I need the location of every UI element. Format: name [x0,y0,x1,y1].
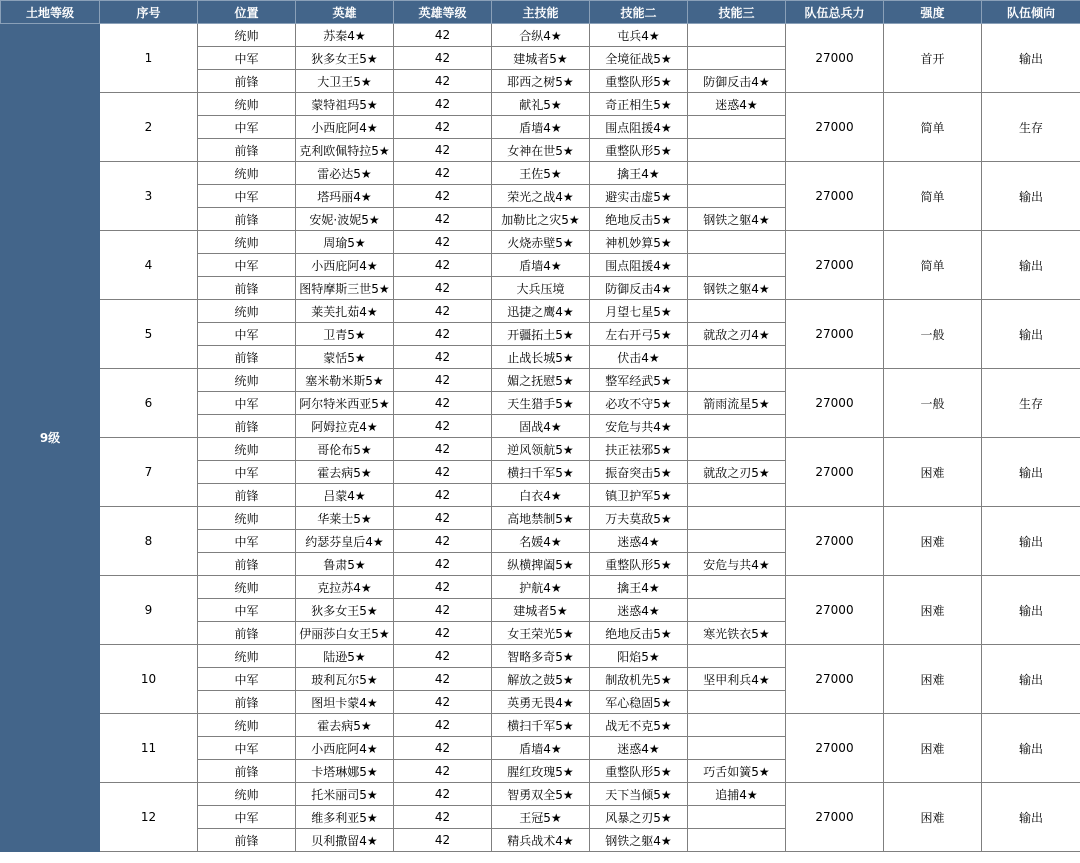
position-cell: 统帅 [198,369,296,392]
skill-two-cell: 扶正祛邪5★ [590,438,688,461]
main-skill-cell: 加勒比之灾5★ [492,208,590,231]
table-row [1,576,1080,599]
skill-two-cell: 防御反击4★ [590,277,688,300]
hero-level-cell: 42 [394,415,492,438]
skill-two-cell: 奇正相生5★ [590,93,688,116]
hero-level-cell: 42 [394,139,492,162]
hero-level-cell: 42 [394,208,492,231]
tendency-cell: 输出 [982,24,1080,93]
hero-cell: 霍去病5★ [296,461,394,484]
skill-two-cell: 左右开弓5★ [590,323,688,346]
skill-two-cell: 天下当倾5★ [590,783,688,806]
tendency-cell: 输出 [982,231,1080,300]
hero-cell: 大卫王5★ [296,70,394,93]
skill-three-cell [688,139,786,162]
table-row [1,24,1080,47]
table-row [1,438,1080,461]
header-tendency: 队伍倾向 [982,1,1080,24]
strength-cell: 一般 [884,369,982,438]
table-row [1,714,1080,737]
position-cell: 统帅 [198,714,296,737]
hero-cell: 吕蒙4★ [296,484,394,507]
team-number-cell: 2 [100,93,198,162]
position-cell: 前锋 [198,484,296,507]
main-skill-cell: 建城者5★ [492,47,590,70]
position-cell: 统帅 [198,93,296,116]
position-cell: 前锋 [198,829,296,852]
position-cell: 中军 [198,530,296,553]
header-position: 位置 [198,1,296,24]
strength-cell: 困难 [884,645,982,714]
skill-three-cell [688,737,786,760]
hero-cell: 贝利撒留4★ [296,829,394,852]
main-skill-cell: 媚之抚慰5★ [492,369,590,392]
header-number: 序号 [100,1,198,24]
hero-cell: 图坦卡蒙4★ [296,691,394,714]
skill-three-cell [688,484,786,507]
table-row [1,231,1080,254]
position-cell: 中军 [198,737,296,760]
skill-two-cell: 绝地反击5★ [590,208,688,231]
total-troops-cell: 27000 [786,783,884,852]
hero-cell: 蒙恬5★ [296,346,394,369]
team-number-cell: 5 [100,300,198,369]
main-skill-cell: 火烧赤壁5★ [492,231,590,254]
main-skill-cell: 荣光之战4★ [492,185,590,208]
position-cell: 统帅 [198,162,296,185]
main-skill-cell: 逆风领航5★ [492,438,590,461]
table-row [1,93,1080,116]
main-skill-cell: 横扫千军5★ [492,714,590,737]
header-skill-three: 技能三 [688,1,786,24]
main-skill-cell: 开疆拓土5★ [492,323,590,346]
table-row [1,783,1080,806]
skill-two-cell: 擒王4★ [590,576,688,599]
header-land-level: 土地等级 [1,1,100,24]
skill-three-cell [688,599,786,622]
tendency-cell: 输出 [982,714,1080,783]
hero-cell: 狄多女王5★ [296,599,394,622]
hero-cell: 周瑜5★ [296,231,394,254]
table-row [1,507,1080,530]
position-cell: 统帅 [198,783,296,806]
header-main-skill: 主技能 [492,1,590,24]
hero-cell: 小西庇阿4★ [296,116,394,139]
hero-level-cell: 42 [394,116,492,139]
hero-level-cell: 42 [394,47,492,70]
skill-three-cell: 安危与共4★ [688,553,786,576]
skill-three-cell: 坚甲利兵4★ [688,668,786,691]
hero-level-cell: 42 [394,24,492,47]
total-troops-cell: 27000 [786,507,884,576]
hero-cell: 陆逊5★ [296,645,394,668]
total-troops-cell: 27000 [786,24,884,93]
skill-three-cell: 防御反击4★ [688,70,786,93]
hero-cell: 华莱士5★ [296,507,394,530]
skill-three-cell [688,438,786,461]
skill-two-cell: 重整队形5★ [590,139,688,162]
hero-level-cell: 42 [394,645,492,668]
hero-level-cell: 42 [394,93,492,116]
team-number-cell: 8 [100,507,198,576]
tendency-cell: 输出 [982,162,1080,231]
hero-cell: 玻利瓦尔5★ [296,668,394,691]
skill-three-cell: 箭雨流星5★ [688,392,786,415]
tendency-cell: 输出 [982,300,1080,369]
main-skill-cell: 解放之鼓5★ [492,668,590,691]
hero-level-cell: 42 [394,231,492,254]
skill-three-cell [688,829,786,852]
total-troops-cell: 27000 [786,576,884,645]
total-troops-cell: 27000 [786,369,884,438]
skill-three-cell [688,691,786,714]
position-cell: 统帅 [198,231,296,254]
strength-cell: 简单 [884,93,982,162]
skill-three-cell: 巧舌如簧5★ [688,760,786,783]
skill-three-cell: 钢铁之躯4★ [688,208,786,231]
skill-two-cell: 阳焰5★ [590,645,688,668]
skill-three-cell [688,47,786,70]
position-cell: 中军 [198,254,296,277]
hero-cell: 苏秦4★ [296,24,394,47]
skill-three-cell [688,714,786,737]
position-cell: 前锋 [198,208,296,231]
main-skill-cell: 盾墙4★ [492,254,590,277]
main-skill-cell: 高地禁制5★ [492,507,590,530]
position-cell: 前锋 [198,622,296,645]
hero-level-cell: 42 [394,714,492,737]
strength-cell: 困难 [884,507,982,576]
main-skill-cell: 纵横捭阖5★ [492,553,590,576]
tendency-cell: 输出 [982,438,1080,507]
position-cell: 统帅 [198,507,296,530]
skill-two-cell: 迷惑4★ [590,737,688,760]
skill-two-cell: 屯兵4★ [590,24,688,47]
hero-cell: 阿姆拉克4★ [296,415,394,438]
skill-three-cell: 就敌之刃5★ [688,461,786,484]
skill-two-cell: 围点阻援4★ [590,116,688,139]
hero-level-cell: 42 [394,507,492,530]
header-hero: 英雄 [296,1,394,24]
skill-three-cell [688,231,786,254]
hero-cell: 哥伦布5★ [296,438,394,461]
land-level-cell: 9级 [1,24,100,852]
main-skill-cell: 护航4★ [492,576,590,599]
hero-cell: 克利欧佩特拉5★ [296,139,394,162]
position-cell: 前锋 [198,691,296,714]
position-cell: 中军 [198,323,296,346]
skill-three-cell [688,576,786,599]
skill-three-cell: 钢铁之躯4★ [688,277,786,300]
hero-cell: 塞米勒米斯5★ [296,369,394,392]
skill-three-cell [688,116,786,139]
position-cell: 前锋 [198,346,296,369]
skill-two-cell: 绝地反击5★ [590,622,688,645]
hero-level-cell: 42 [394,484,492,507]
position-cell: 前锋 [198,139,296,162]
team-number-cell: 7 [100,438,198,507]
position-cell: 中军 [198,185,296,208]
main-skill-cell: 止战长城5★ [492,346,590,369]
main-skill-cell: 大兵压境 [492,277,590,300]
tendency-cell: 输出 [982,507,1080,576]
table-body [1,24,1080,852]
strength-cell: 简单 [884,231,982,300]
skill-three-cell [688,300,786,323]
position-cell: 中军 [198,392,296,415]
skill-two-cell: 神机妙算5★ [590,231,688,254]
position-cell: 中军 [198,116,296,139]
main-skill-cell: 名媛4★ [492,530,590,553]
position-cell: 前锋 [198,760,296,783]
hero-level-cell: 42 [394,783,492,806]
skill-two-cell: 重整队形5★ [590,760,688,783]
main-skill-cell: 横扫千军5★ [492,461,590,484]
main-skill-cell: 迅捷之鹰4★ [492,300,590,323]
tendency-cell: 输出 [982,645,1080,714]
hero-cell: 阿尔特米西亚5★ [296,392,394,415]
skill-two-cell: 军心稳固5★ [590,691,688,714]
hero-level-cell: 42 [394,599,492,622]
main-skill-cell: 建城者5★ [492,599,590,622]
main-skill-cell: 王冠5★ [492,806,590,829]
team-number-cell: 3 [100,162,198,231]
main-skill-cell: 献礼5★ [492,93,590,116]
main-skill-cell: 合纵4★ [492,24,590,47]
hero-cell: 小西庇阿4★ [296,254,394,277]
skill-two-cell: 安危与共4★ [590,415,688,438]
strength-cell: 首开 [884,24,982,93]
skill-two-cell: 整军经武5★ [590,369,688,392]
hero-cell: 霍去病5★ [296,714,394,737]
skill-three-cell [688,185,786,208]
skill-two-cell: 迷惑4★ [590,530,688,553]
hero-cell: 狄多女王5★ [296,47,394,70]
main-skill-cell: 盾墙4★ [492,116,590,139]
team-number-cell: 6 [100,369,198,438]
main-skill-cell: 精兵战术4★ [492,829,590,852]
main-skill-cell: 白衣4★ [492,484,590,507]
main-skill-cell: 腥红玫瑰5★ [492,760,590,783]
hero-level-cell: 42 [394,300,492,323]
skill-two-cell: 重整队形5★ [590,553,688,576]
hero-level-cell: 42 [394,461,492,484]
tendency-cell: 生存 [982,93,1080,162]
table-row [1,162,1080,185]
position-cell: 前锋 [198,553,296,576]
hero-cell: 克拉苏4★ [296,576,394,599]
main-skill-cell: 智略多奇5★ [492,645,590,668]
skill-three-cell [688,369,786,392]
hero-level-cell: 42 [394,691,492,714]
skill-three-cell: 迷惑4★ [688,93,786,116]
header-skill-two: 技能二 [590,1,688,24]
hero-cell: 维多利亚5★ [296,806,394,829]
total-troops-cell: 27000 [786,93,884,162]
team-number-cell: 11 [100,714,198,783]
strength-cell: 困难 [884,783,982,852]
team-number-cell: 4 [100,231,198,300]
skill-three-cell [688,346,786,369]
hero-level-cell: 42 [394,323,492,346]
team-number-cell: 1 [100,24,198,93]
tendency-cell: 输出 [982,576,1080,645]
skill-two-cell: 避实击虚5★ [590,185,688,208]
skill-three-cell [688,254,786,277]
skill-two-cell: 围点阻援4★ [590,254,688,277]
hero-level-cell: 42 [394,254,492,277]
hero-cell: 小西庇阿4★ [296,737,394,760]
total-troops-cell: 27000 [786,438,884,507]
hero-level-cell: 42 [394,760,492,783]
hero-cell: 莱芙扎茹4★ [296,300,394,323]
hero-level-cell: 42 [394,392,492,415]
hero-level-cell: 42 [394,553,492,576]
main-skill-cell: 女神在世5★ [492,139,590,162]
skill-two-cell: 擒王4★ [590,162,688,185]
skill-three-cell: 寒光铁衣5★ [688,622,786,645]
skill-three-cell [688,162,786,185]
position-cell: 统帅 [198,24,296,47]
skill-three-cell [688,530,786,553]
skill-two-cell: 伏击4★ [590,346,688,369]
team-number-cell: 10 [100,645,198,714]
skill-two-cell: 万夫莫敌5★ [590,507,688,530]
team-number-cell: 9 [100,576,198,645]
header-total-troops: 队伍总兵力 [786,1,884,24]
hero-level-cell: 42 [394,737,492,760]
position-cell: 统帅 [198,438,296,461]
strength-cell: 简单 [884,162,982,231]
strength-cell: 困难 [884,438,982,507]
skill-two-cell: 风暴之刃5★ [590,806,688,829]
position-cell: 前锋 [198,70,296,93]
position-cell: 中军 [198,806,296,829]
strength-cell: 困难 [884,714,982,783]
main-skill-cell: 天生猎手5★ [492,392,590,415]
position-cell: 统帅 [198,645,296,668]
hero-cell: 托米丽司5★ [296,783,394,806]
table-row [1,300,1080,323]
hero-level-cell: 42 [394,438,492,461]
hero-level-cell: 42 [394,576,492,599]
hero-level-cell: 42 [394,70,492,93]
hero-level-cell: 42 [394,668,492,691]
position-cell: 前锋 [198,277,296,300]
main-skill-cell: 耶西之树5★ [492,70,590,93]
hero-cell: 卫青5★ [296,323,394,346]
strength-cell: 一般 [884,300,982,369]
hero-level-cell: 42 [394,530,492,553]
hero-level-cell: 42 [394,829,492,852]
main-skill-cell: 固战4★ [492,415,590,438]
strength-cell: 困难 [884,576,982,645]
position-cell: 前锋 [198,415,296,438]
skill-three-cell [688,24,786,47]
position-cell: 中军 [198,668,296,691]
table-row [1,369,1080,392]
main-skill-cell: 智勇双全5★ [492,783,590,806]
hero-cell: 约瑟芬皇后4★ [296,530,394,553]
hero-cell: 蒙特祖玛5★ [296,93,394,116]
team-number-cell: 12 [100,783,198,852]
skill-three-cell [688,415,786,438]
hero-cell: 图特摩斯三世5★ [296,277,394,300]
hero-level-cell: 42 [394,185,492,208]
hero-level-cell: 42 [394,162,492,185]
tendency-cell: 输出 [982,783,1080,852]
skill-two-cell: 全境征战5★ [590,47,688,70]
tendency-cell: 生存 [982,369,1080,438]
skill-two-cell: 战无不克5★ [590,714,688,737]
header-row [1,1,1080,24]
skill-two-cell: 制敌机先5★ [590,668,688,691]
hero-level-cell: 42 [394,806,492,829]
position-cell: 统帅 [198,576,296,599]
skill-two-cell: 振奋突击5★ [590,461,688,484]
skill-two-cell: 必攻不守5★ [590,392,688,415]
hero-cell: 雷必达5★ [296,162,394,185]
hero-level-cell: 42 [394,369,492,392]
skill-three-cell [688,507,786,530]
total-troops-cell: 27000 [786,645,884,714]
table-row [1,645,1080,668]
hero-cell: 塔玛丽4★ [296,185,394,208]
skill-two-cell: 镇卫护军5★ [590,484,688,507]
total-troops-cell: 27000 [786,231,884,300]
skill-two-cell: 重整队形5★ [590,70,688,93]
skill-three-cell: 追捕4★ [688,783,786,806]
hero-cell: 鲁肃5★ [296,553,394,576]
hero-cell: 卡塔琳娜5★ [296,760,394,783]
header-strength: 强度 [884,1,982,24]
hero-cell: 伊丽莎白女王5★ [296,622,394,645]
main-skill-cell: 王佐5★ [492,162,590,185]
hero-cell: 安妮·波妮5★ [296,208,394,231]
position-cell: 中军 [198,47,296,70]
total-troops-cell: 27000 [786,162,884,231]
total-troops-cell: 27000 [786,714,884,783]
header-hero-level: 英雄等级 [394,1,492,24]
main-skill-cell: 英勇无畏4★ [492,691,590,714]
skill-three-cell [688,645,786,668]
total-troops-cell: 27000 [786,300,884,369]
skill-two-cell: 月望七星5★ [590,300,688,323]
main-skill-cell: 女王荣光5★ [492,622,590,645]
position-cell: 统帅 [198,300,296,323]
hero-level-cell: 42 [394,346,492,369]
hero-level-cell: 42 [394,277,492,300]
main-skill-cell: 盾墙4★ [492,737,590,760]
position-cell: 中军 [198,599,296,622]
skill-two-cell: 迷惑4★ [590,599,688,622]
position-cell: 中军 [198,461,296,484]
hero-level-cell: 42 [394,622,492,645]
skill-three-cell: 就敌之刃4★ [688,323,786,346]
skill-two-cell: 钢铁之躯4★ [590,829,688,852]
skill-three-cell [688,806,786,829]
